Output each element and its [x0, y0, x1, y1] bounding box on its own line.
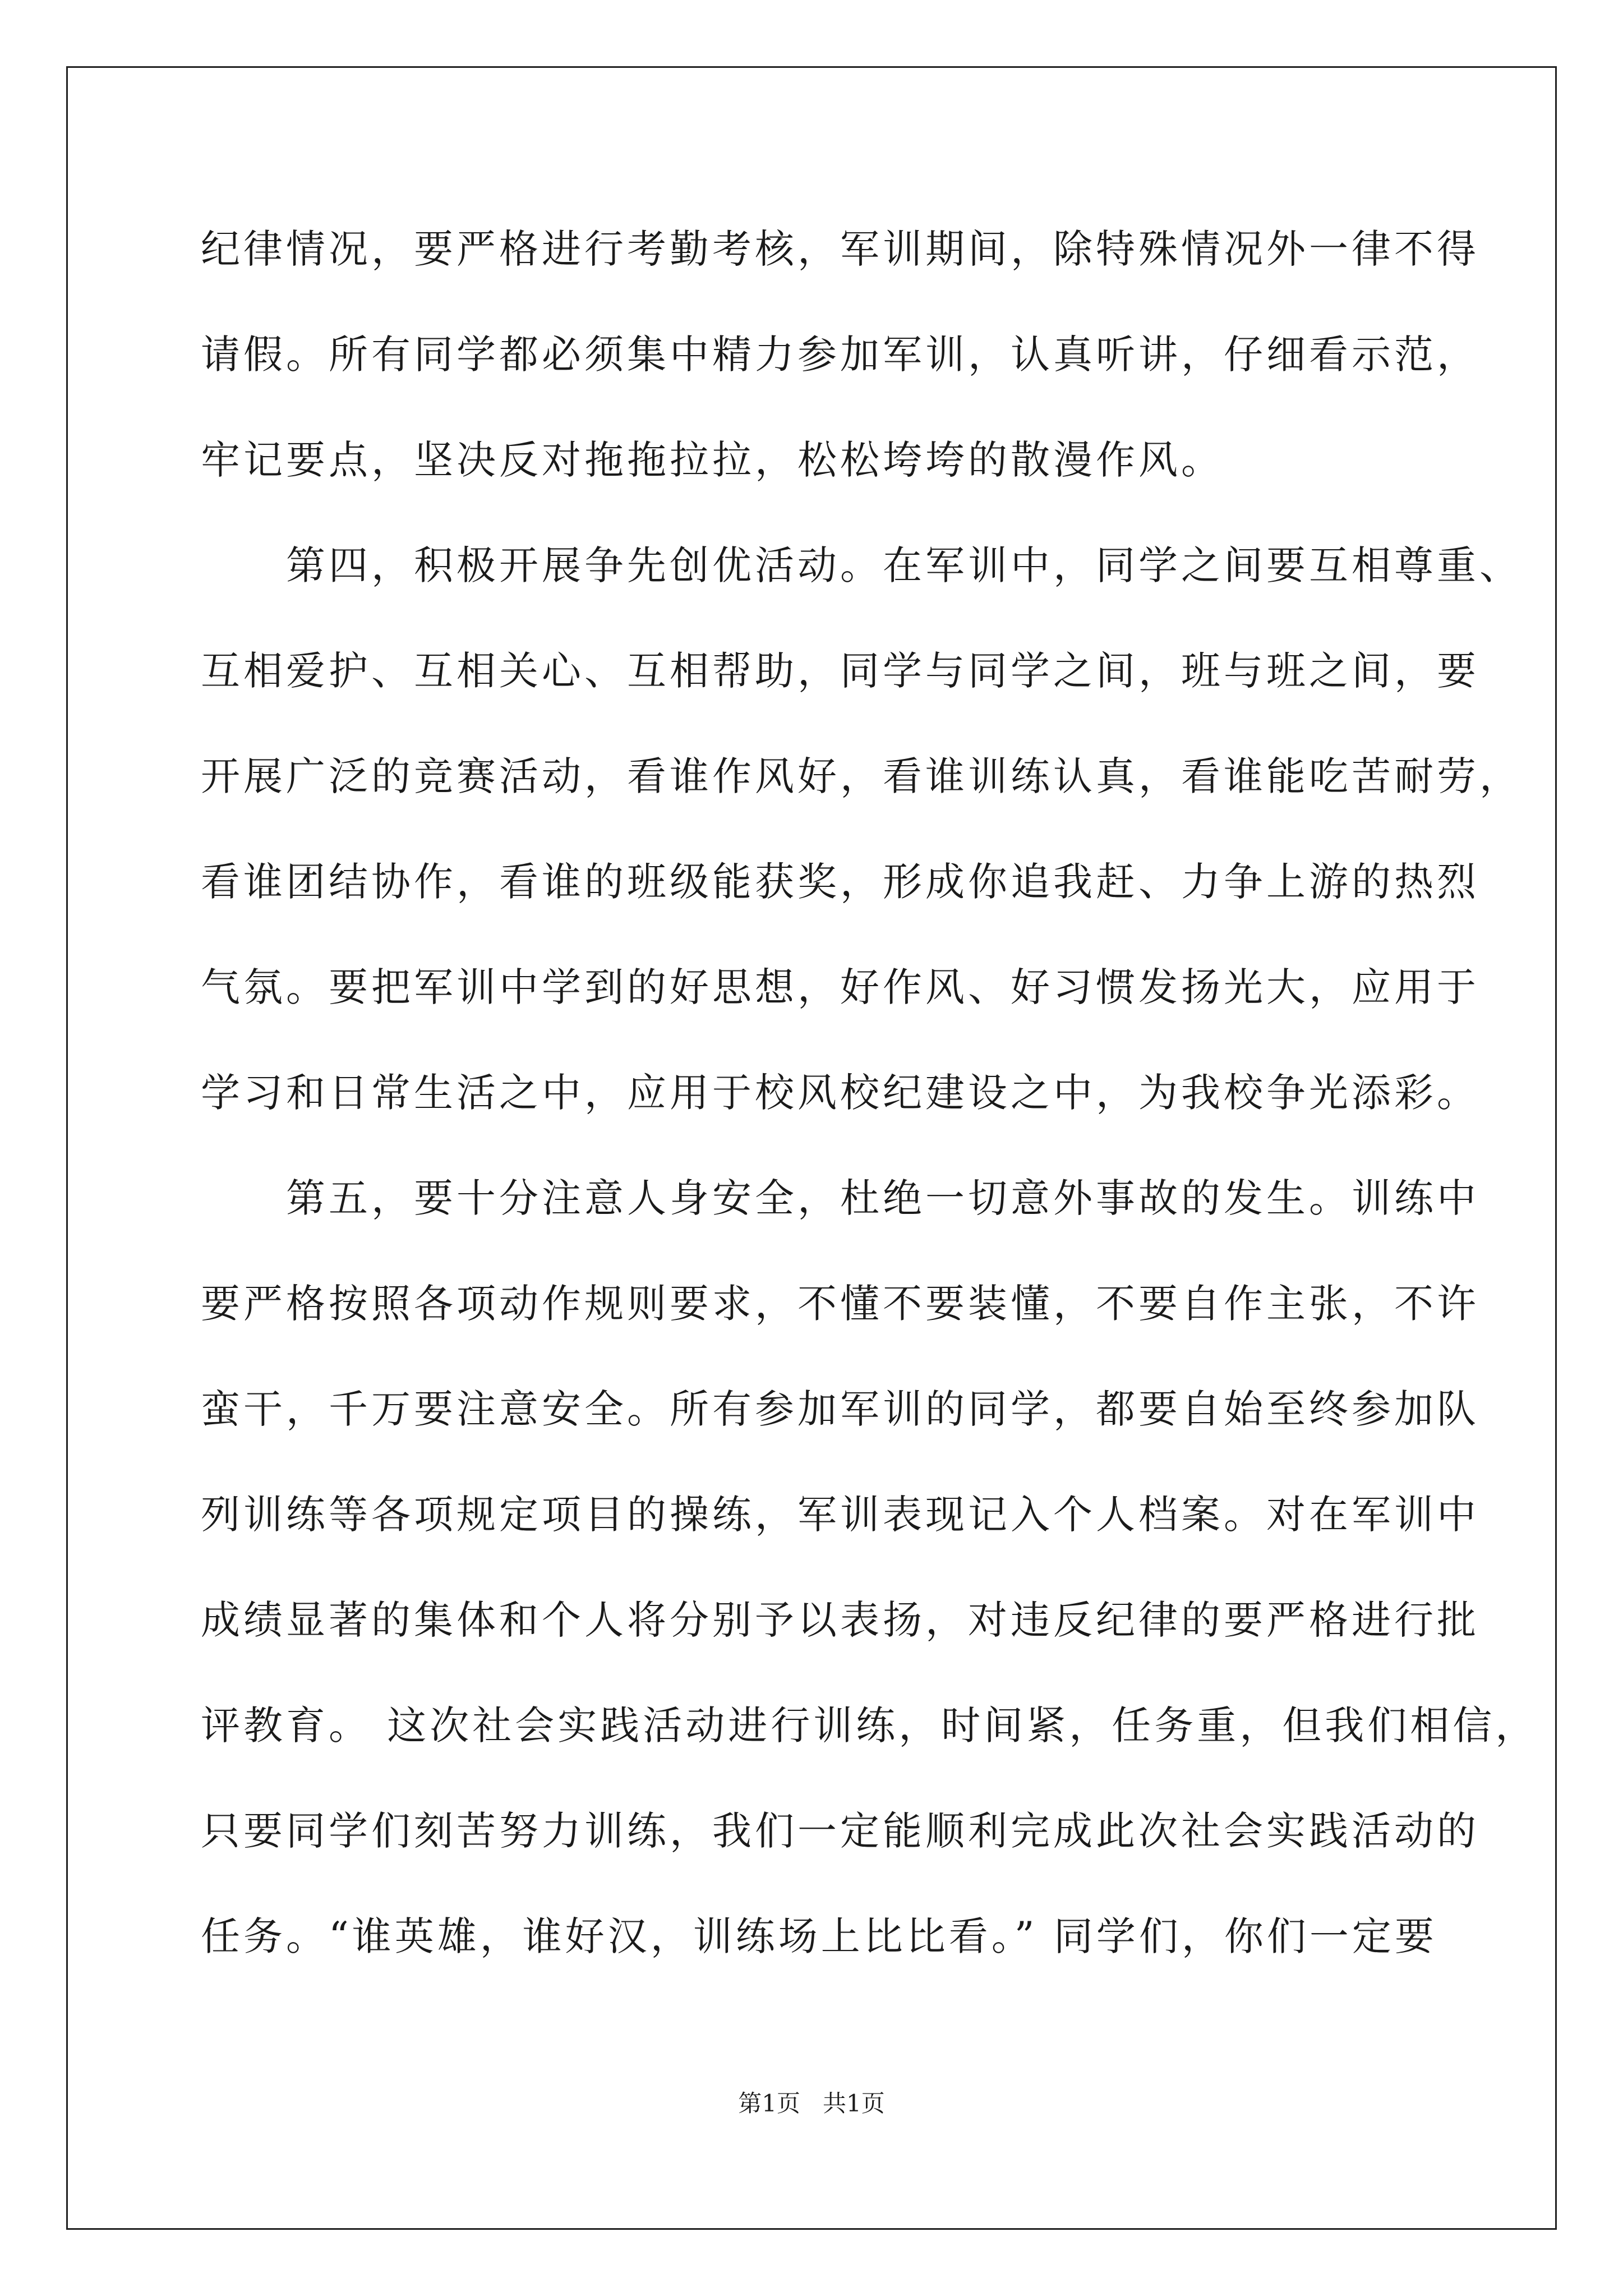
text-line: 第五，要十分注意人身安全，杜绝一切意外事故的发生。训练中 — [201, 1175, 1479, 1221]
text-line: 互相爱护、互相关心、互相帮助，同学与同学之间，班与班之间，要 — [201, 648, 1479, 694]
text-line: 看谁团结协作，看谁的班级能获奖，形成你追我赶、力争上游的热烈 — [201, 859, 1479, 905]
text-line: 只要同学们刻苦努力训练，我们一定能顺利完成此次社会实践活动的 — [201, 1808, 1479, 1854]
body-text — [201, 216, 1538, 2009]
text-line: 牢记要点，坚决反对拖拖拉拉，松松垮垮的散漫作风。 — [201, 437, 1224, 483]
text-line: 请假。所有同学都必须集中精力参加军训，认真听讲，仔细看示范， — [201, 332, 1479, 378]
text-line: 成绩显著的集体和个人将分别予以表扬，对违反纪律的要严格进行批 — [201, 1597, 1479, 1643]
text-line: 学习和日常生活之中，应用于校风校纪建设之中，为我校争光添彩。 — [201, 1070, 1479, 1116]
text-line: 气氛。要把军训中学到的好思想，好作风、好习惯发扬光大，应用于 — [201, 964, 1479, 1010]
page-number-footer: 第1页 共1页 — [738, 2090, 885, 2117]
text-line: 列训练等各项规定项目的操练，军训表现记入个人档案。对在军训中 — [201, 1492, 1479, 1538]
text-line: 第四，积极开展争先创优活动。在军训中，同学之间要互相尊重、 — [201, 542, 1522, 588]
text-line: 评教育。 这次社会实践活动进行训练，时间紧，任务重，但我们相信， — [201, 1703, 1538, 1749]
text-line: 纪律情况，要严格进行考勤考核，军训期间，除特殊情况外一律不得 — [201, 226, 1479, 272]
text-line: 要严格按照各项动作规则要求，不懂不要装懂，不要自作主张，不许 — [201, 1281, 1479, 1327]
text-line: 开展广泛的竞赛活动，看谁作风好，看谁训练认真，看谁能吃苦耐劳， — [201, 753, 1522, 799]
text-line: 任务。“谁英雄，谁好汉，训练场上比比看。” 同学们，你们一定要 — [201, 1913, 1437, 1959]
text-line: 蛮干，千万要注意安全。所有参加军训的同学，都要自始至终参加队 — [201, 1386, 1479, 1432]
